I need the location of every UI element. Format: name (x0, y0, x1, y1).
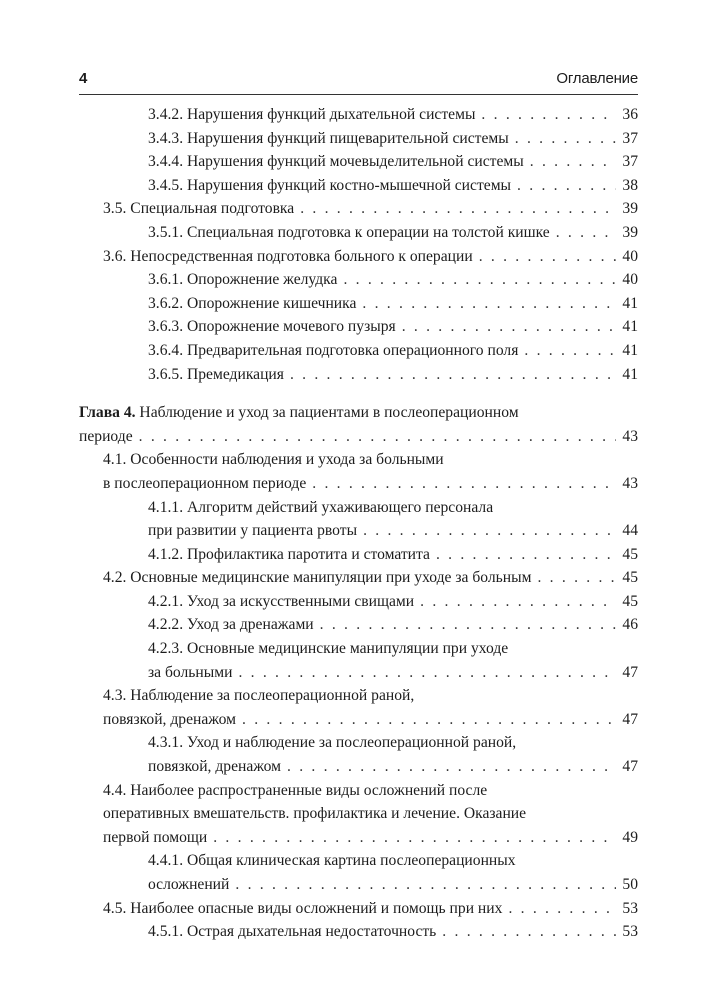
dot-leader (235, 873, 616, 897)
toc-entry-text: 4.1.1. Алгоритм действий ухаживающего персонала (148, 498, 494, 516)
toc-entry[interactable] (79, 755, 638, 779)
dot-leader (300, 197, 616, 221)
toc-entry-title (148, 613, 314, 637)
toc-entry[interactable] (79, 197, 638, 221)
toc-entry-title (148, 519, 357, 543)
dot-leader (515, 127, 616, 151)
toc-page-number: 38 (622, 176, 638, 194)
toc-entry-text: периоде (79, 427, 133, 445)
dot-leader (556, 221, 616, 245)
toc-entry[interactable] (79, 292, 638, 316)
toc-entry-text: 3.6.4. Предварительная подготовка операционного поля (148, 341, 519, 359)
toc-entry-text: 3.5. Специальная подготовка (103, 200, 295, 218)
toc-page-number: 49 (622, 828, 638, 846)
toc-entry[interactable] (79, 268, 638, 292)
dot-leader (343, 268, 616, 292)
dot-leader (420, 590, 616, 614)
toc-entry-title (103, 687, 414, 704)
toc-entry-text: 3.4.4. Нарушения функций мочевыделительной системы (148, 153, 524, 171)
toc-entry-title (103, 782, 487, 799)
dot-leader (290, 363, 616, 387)
toc-entry-text: 3.4.5. Нарушения функций костно-мышечной системы (148, 176, 512, 194)
toc-entry-text: за больными (148, 663, 233, 681)
toc-entry-line[interactable] (79, 849, 638, 873)
dot-leader (242, 708, 616, 732)
toc-entry[interactable] (79, 708, 638, 732)
toc-entry-title (148, 315, 396, 339)
dot-leader (362, 292, 616, 316)
toc-entry-title (148, 174, 511, 198)
toc-entry-text: повязкой, дренажом (148, 758, 282, 776)
toc-page-number: 41 (622, 365, 638, 383)
toc-entry[interactable] (79, 221, 638, 245)
toc-entry-title (103, 472, 306, 496)
header-rule (79, 94, 638, 95)
toc-entry[interactable] (79, 519, 638, 543)
table-of-contents (79, 103, 638, 944)
toc-entry[interactable] (79, 613, 638, 637)
toc-entry-text: при развитии у пациента рвоты (148, 522, 358, 540)
dot-leader (363, 519, 616, 543)
toc-entry[interactable] (79, 150, 638, 174)
dot-leader (530, 150, 616, 174)
toc-page-number: 39 (622, 223, 638, 241)
toc-entry-text: 3.6. Непосредственная подготовка больного к операции (103, 247, 473, 265)
toc-entry-title (103, 245, 473, 269)
toc-entry-title (103, 566, 531, 590)
toc-page-number: 45 (622, 545, 638, 563)
dot-leader (287, 755, 616, 779)
toc-entry[interactable] (79, 590, 638, 614)
toc-entry[interactable] (79, 103, 638, 127)
toc-entry-text: 3.6.3. Опорожнение мочевого пузыря (148, 318, 396, 336)
chapter-gap (79, 386, 638, 401)
toc-entry-line[interactable] (79, 496, 638, 520)
toc-page-number: 43 (622, 474, 638, 492)
toc-entry[interactable] (79, 174, 638, 198)
toc-entry-text: 4.4.1. Общая клиническая картина послеоперационных (148, 852, 516, 870)
toc-entry[interactable] (79, 826, 638, 850)
toc-page-number: 43 (622, 427, 638, 445)
toc-entry-text: 3.5.1. Специальная подготовка к операции на толстой кишке (148, 223, 550, 241)
toc-page-number: 36 (622, 106, 638, 123)
toc-entry-text: 4.4. Наиболее распространенные виды осложнений после (103, 781, 488, 799)
toc-entry-text: 4.3.1. Уход и наблюдение за послеоперационной раной, (148, 734, 517, 752)
toc-entry-title (148, 268, 337, 292)
toc-entry-title (148, 543, 430, 567)
toc-page-number: 37 (622, 153, 638, 171)
toc-entry-line[interactable] (79, 779, 638, 803)
toc-entry[interactable] (79, 339, 638, 363)
toc-page-number: 37 (622, 129, 638, 147)
page-number: 4 (79, 70, 88, 87)
toc-entry-text: 4.2. Основные медицинские манипуляции при уходе за больным (103, 569, 532, 587)
toc-entry[interactable] (79, 425, 638, 449)
toc-page-number: 41 (622, 341, 638, 359)
toc-entry-line[interactable] (79, 684, 638, 708)
toc-entry-text: 4.3. Наблюдение за послеоперационной раной, (103, 687, 415, 705)
toc-entry-text: в послеоперационном периоде (103, 474, 307, 492)
toc-entry[interactable] (79, 566, 638, 590)
toc-entry-title (103, 451, 444, 468)
toc-entry-title (148, 363, 284, 387)
toc-entry-title (148, 920, 436, 944)
toc-entry-text: 3.6.2. Опорожнение кишечника (148, 294, 357, 312)
toc-page-number: 47 (622, 758, 638, 776)
toc-entry-text: 4.2.2. Уход за дренажами (148, 616, 314, 634)
toc-entry[interactable] (79, 897, 638, 921)
dot-leader (238, 661, 616, 685)
toc-entry-text: 3.6.1. Опорожнение желудка (148, 271, 338, 289)
dot-leader (436, 543, 616, 567)
dot-leader (320, 613, 616, 637)
toc-page-number: 47 (622, 710, 638, 728)
toc-entry-title (148, 755, 281, 779)
toc-entry-text: 3.4.2. Нарушения функций дыхательной системы (148, 106, 476, 123)
dot-leader (524, 339, 616, 363)
toc-entry-title (148, 150, 524, 174)
toc-page-number: 45 (622, 569, 638, 587)
toc-entry-title (148, 339, 518, 363)
toc-entry[interactable] (79, 245, 638, 269)
toc-entry[interactable] (79, 920, 638, 944)
toc-entry-title (103, 708, 236, 732)
toc-page-number: 40 (622, 271, 638, 289)
toc-entry-text: 4.5.1. Острая дыхательная недостаточность (148, 923, 437, 941)
toc-entry-title (103, 197, 294, 221)
toc-page-number: 50 (622, 876, 638, 893)
toc-entry-title (103, 826, 207, 850)
toc-page-number: 41 (622, 294, 638, 312)
dot-leader (517, 174, 616, 198)
toc-entry-title (148, 852, 516, 869)
toc-entry[interactable] (79, 661, 638, 685)
toc-entry-title (148, 873, 229, 897)
toc-entry-title (148, 103, 475, 127)
toc-entry-title (148, 221, 550, 245)
chapter-label: Глава 4. (79, 404, 136, 422)
toc-entry-title (148, 499, 493, 516)
toc-page-number: 46 (622, 616, 638, 634)
dot-leader (479, 245, 616, 269)
toc-entry-title (79, 425, 133, 449)
toc-entry-text: 4.1.2. Профилактика паротита и стоматита (148, 545, 430, 563)
toc-page-number: 53 (622, 923, 638, 941)
toc-entry-title (148, 734, 516, 751)
toc-page-number: 53 (622, 899, 638, 917)
toc-entry-line[interactable] (79, 637, 638, 661)
toc-page-number: 41 (622, 318, 638, 336)
toc-entry-title (148, 292, 356, 316)
toc-page-number: 44 (622, 522, 638, 540)
running-title: Оглавление (556, 70, 638, 87)
dot-leader (139, 425, 616, 449)
toc-entry[interactable] (79, 315, 638, 339)
toc-entry[interactable] (79, 472, 638, 496)
toc-page-number: 40 (622, 247, 638, 265)
toc-page-number: 39 (622, 200, 638, 218)
toc-entry-text: повязкой, дренажом (103, 710, 237, 728)
page-header (79, 70, 638, 92)
dot-leader (537, 566, 616, 590)
dot-leader (402, 315, 616, 339)
toc-entry[interactable] (79, 363, 638, 387)
toc-entry-title (103, 897, 502, 921)
toc-entry-text: 4.2.3. Основные медицинские манипуляции при уходе (148, 640, 509, 658)
toc-entry-text: 4.2.1. Уход за искусственными свищами (148, 592, 415, 610)
toc-entry-title (148, 127, 509, 151)
toc-entry-title (148, 661, 232, 685)
toc-entry-text: 3.4.3. Нарушения функций пищеварительной системы (148, 129, 509, 147)
toc-entry-line[interactable] (79, 401, 638, 425)
toc-entry-title (79, 404, 519, 421)
toc-entry-title (148, 590, 414, 614)
dot-leader (213, 826, 616, 850)
toc-entry-text: 3.6.5. Премедикация (148, 365, 284, 383)
toc-entry-line[interactable] (79, 448, 638, 472)
toc-entry-text: 4.5. Наиболее опасные виды осложнений и помощь при них (103, 899, 503, 917)
toc-entry-title (148, 640, 508, 657)
toc-entry-line[interactable] (79, 731, 638, 755)
toc-page-number: 45 (622, 592, 638, 610)
toc-entry-text: 4.1. Особенности наблюдения и ухода за больными (103, 451, 444, 469)
toc-entry[interactable] (79, 127, 638, 151)
toc-entry-text: первой помощи (103, 828, 208, 846)
dot-leader (481, 103, 616, 127)
toc-entry[interactable] (79, 873, 638, 897)
toc-entry-title (103, 805, 526, 822)
toc-entry-line[interactable] (79, 802, 638, 826)
toc-entry-text: Наблюдение и уход за пациентами в послеоперационном (135, 404, 519, 422)
toc-entry-text: осложнений (148, 876, 230, 893)
toc-page-number: 47 (622, 663, 638, 681)
toc-entry[interactable] (79, 543, 638, 567)
dot-leader (508, 897, 616, 921)
dot-leader (442, 920, 616, 944)
dot-leader (312, 472, 616, 496)
toc-entry-text: оперативных вмешательств. профилактика и лечение. Оказание (103, 805, 527, 823)
